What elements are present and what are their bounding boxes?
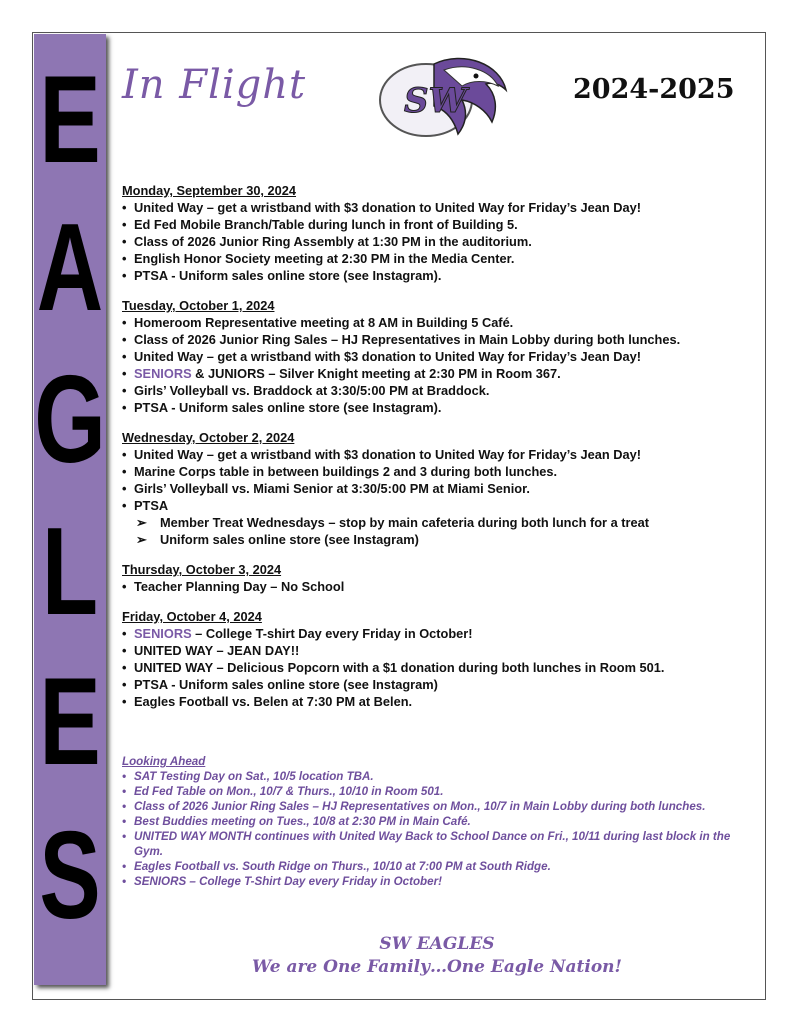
list-item: • Class of 2026 Junior Ring Assembly at 1:30 PM in the auditorium. bbox=[122, 233, 752, 250]
sidebar-letter: G bbox=[34, 351, 106, 489]
sidebar-letter: E bbox=[39, 51, 101, 189]
sub-list-item: ➢ Uniform sales online store (see Instagram) bbox=[122, 531, 752, 548]
day-section bbox=[122, 297, 752, 416]
list-item bbox=[122, 365, 752, 382]
day-section bbox=[122, 429, 752, 548]
list-item: • PTSA - Uniform sales online store (see Instagram). bbox=[122, 399, 752, 416]
list-item: • English Honor Society meeting at 2:30 PM in the Media Center. bbox=[122, 250, 752, 267]
newsletter-title: In Flight bbox=[122, 62, 307, 108]
list-item: • Teacher Planning Day – No School bbox=[122, 578, 752, 595]
looking-ahead-item: • Class of 2026 Junior Ring Sales – HJ Representatives on Mon., 10/7 in Main Lobby during both lunches. bbox=[122, 799, 752, 814]
footer-slogan: We are One Family…One Eagle Nation! bbox=[252, 957, 622, 977]
sidebar-letter: E bbox=[39, 653, 101, 791]
item-text: – College T-shirt Day every Friday in October! bbox=[191, 626, 473, 641]
day-heading: Monday, September 30, 2024 bbox=[122, 183, 297, 198]
list-item: • Eagles Football vs. Belen at 7:30 PM at Belen. bbox=[122, 693, 752, 710]
seniors-highlight: SENIORS bbox=[134, 366, 192, 381]
sidebar-letter: A bbox=[36, 199, 104, 337]
footer-title: SW EAGLES bbox=[379, 934, 495, 954]
eagles-sidebar bbox=[34, 34, 106, 985]
list-item: • Marine Corps table in between buildings 2 and 3 during both lunches. bbox=[122, 463, 752, 480]
list-item: • UNITED WAY – JEAN DAY!! bbox=[122, 642, 752, 659]
list-item: • Girls’ Volleyball vs. Miami Senior at 3:30/5:00 PM at Miami Senior. bbox=[122, 480, 752, 497]
list-item: • Girls’ Volleyball vs. Braddock at 3:30/5:00 PM at Braddock. bbox=[122, 382, 752, 399]
looking-ahead-heading: Looking Ahead bbox=[122, 755, 206, 768]
list-item: • Class of 2026 Junior Ring Sales – HJ Representatives in Main Lobby during both lunches. bbox=[122, 331, 752, 348]
day-heading: Wednesday, October 2, 2024 bbox=[122, 430, 295, 445]
looking-ahead-item: • Eagles Football vs. South Ridge on Thurs., 10/10 at 7:00 PM at South Ridge. bbox=[122, 859, 752, 874]
list-item: • UNITED WAY – Delicious Popcorn with a $1 donation during both lunches in Room 501. bbox=[122, 659, 752, 676]
day-heading: Friday, October 4, 2024 bbox=[122, 609, 262, 624]
sidebar-letter: L bbox=[41, 503, 99, 641]
looking-ahead-item: • UNITED WAY MONTH continues with United Way Back to School Dance on Fri., 10/11 during last block in the Gym. bbox=[122, 829, 752, 859]
sub-list-item: ➢ Member Treat Wednesdays – stop by main cafeteria during both lunch for a treat bbox=[122, 514, 752, 531]
list-item: • United Way – get a wristband with $3 donation to United Way for Friday’s Jean Day! bbox=[122, 446, 752, 463]
day-heading: Thursday, October 3, 2024 bbox=[122, 562, 282, 577]
item-text: & JUNIORS – Silver Knight meeting at 2:30 PM in Room 367. bbox=[191, 366, 561, 381]
list-item: • PTSA - Uniform sales online store (see Instagram) bbox=[122, 676, 752, 693]
looking-ahead-item: • Ed Fed Table on Mon., 10/7 & Thurs., 10/10 in Room 501. bbox=[122, 784, 752, 799]
looking-ahead-item: • Best Buddies meeting on Tues., 10/8 at 2:30 PM in Main Café. bbox=[122, 814, 752, 829]
list-item: • Homeroom Representative meeting at 8 AM in Building 5 Café. bbox=[122, 314, 752, 331]
list-item: • PTSA bbox=[122, 497, 752, 514]
day-section bbox=[122, 182, 752, 284]
day-section bbox=[122, 561, 752, 595]
list-item: • Ed Fed Mobile Branch/Table during lunch in front of Building 5. bbox=[122, 216, 752, 233]
sidebar-letter: S bbox=[39, 807, 101, 945]
school-year: 2024-2025 bbox=[573, 74, 735, 105]
list-item: • United Way – get a wristband with $3 donation to United Way for Friday’s Jean Day! bbox=[122, 348, 752, 365]
announcements bbox=[122, 182, 752, 723]
list-item: • United Way – get a wristband with $3 donation to United Way for Friday’s Jean Day! bbox=[122, 199, 752, 216]
looking-ahead-item: • SENIORS – College T-Shirt Day every Friday in October! bbox=[122, 874, 752, 889]
looking-ahead-section bbox=[122, 754, 752, 889]
seniors-highlight: SENIORS bbox=[134, 626, 192, 641]
day-heading: Tuesday, October 1, 2024 bbox=[122, 298, 275, 313]
eagle-logo bbox=[374, 50, 510, 148]
list-item bbox=[122, 625, 752, 642]
day-section bbox=[122, 608, 752, 710]
logo-text: SW bbox=[404, 81, 467, 121]
looking-ahead-item: • SAT Testing Day on Sat., 10/5 location TBA. bbox=[122, 769, 752, 784]
list-item: • PTSA - Uniform sales online store (see Instagram). bbox=[122, 267, 752, 284]
